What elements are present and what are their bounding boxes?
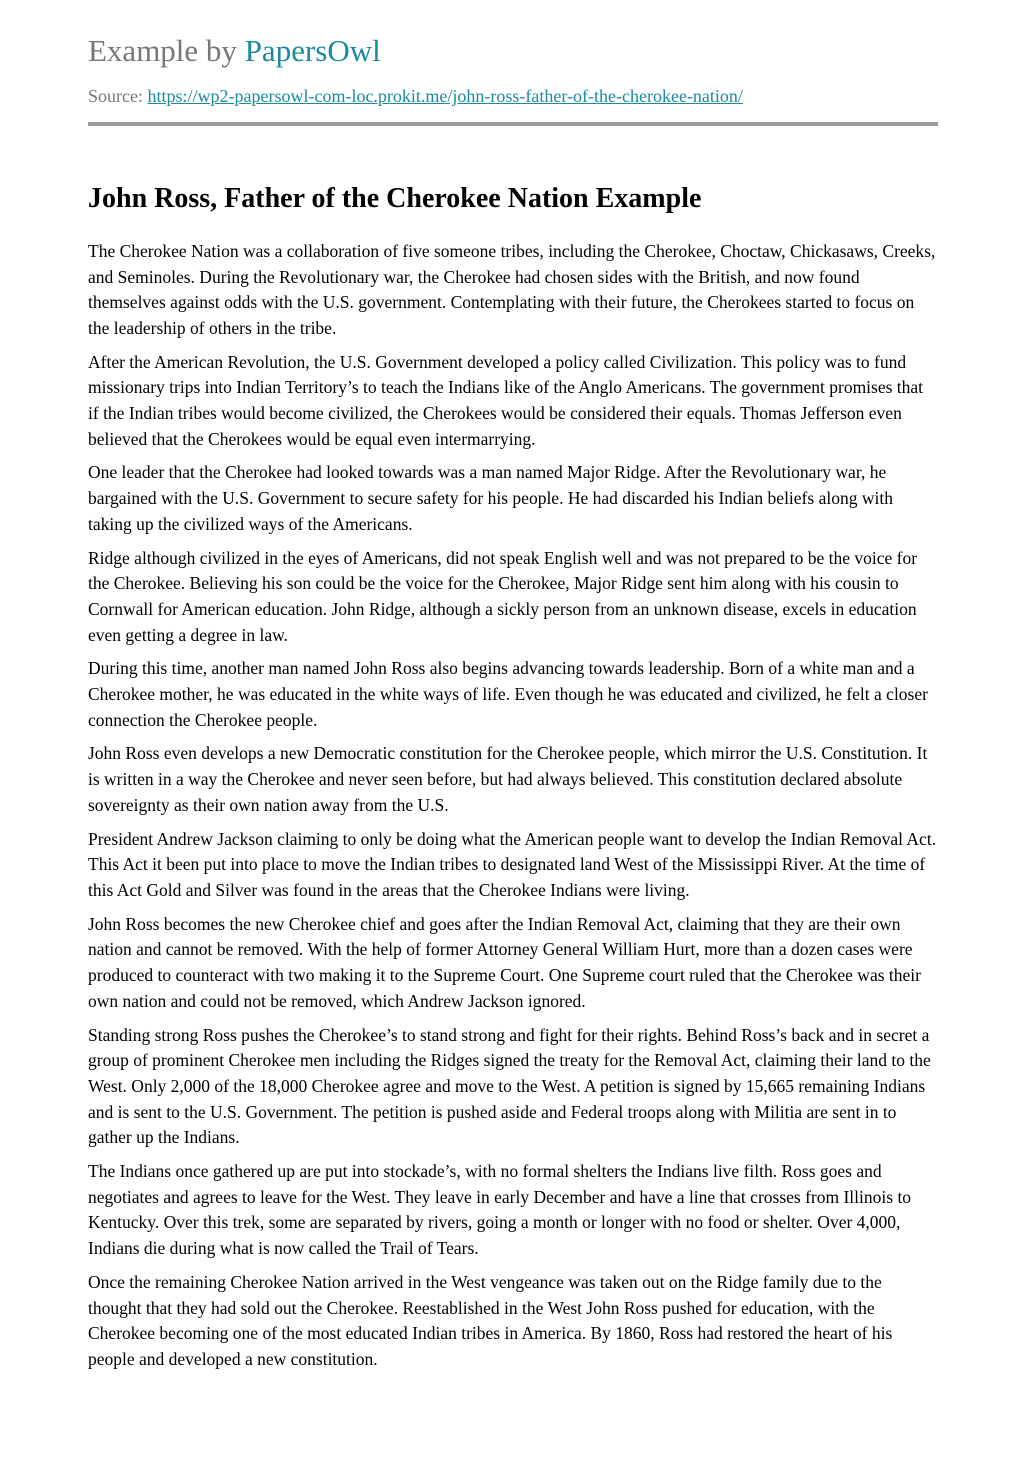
paragraph-11: Once the remaining Cherokee Nation arrived in the West vengeance was taken out on the Ridge family due to the thought that they had sold out the Cherokee. Reestablished in the West John Ross pushed for education, with the Cherokee becoming one of the most educated Indian tribes in America. By 1860, Ross had restored the heart of his people and developed a new constitution. [88, 1271, 893, 1369]
paragraph-4: Ridge although civilized in the eyes of Americans, did not speak English well and was not prepared to be the voice for the Cherokee. Believing his son could be the voice for the Cherokee, Major Ridge sent him along with his cousin to Cornwall for American education. John Ridge, although a sickly person from an unknown disease, excels in education even getting a degree in law. [88, 547, 918, 645]
paragraph-7: President Andrew Jackson claiming to only be doing what the American people want to develop the Indian Removal Act. This Act it been put into place to move the Indian tribes to designated land West of the Mississippi River. At the time of this Act Gold and Silver was found in the areas that the Cherokee Indians were living. [88, 828, 937, 900]
source-url-link[interactable]: https://wp2-papersowl-com-loc.prokit.me/john-ross-father-of-the-cherokee-nation/ [147, 85, 743, 106]
paragraph-9: Standing strong Ross pushes the Cherokee’s to stand strong and fight for their rights. Behind Ross’s back and in secret a group of prominent Cherokee men including the Ridges signed the treaty for the Removal Act, claiming their land to the West. Only 2,000 of the 18,000 Cherokee agree and move to the West. A petition is signed by 15,665 remaining Indians and is sent to the U.S. Government. The petition is pushed aside and Federal troops along with Militia are sent in to gather up the Indians. [88, 1024, 931, 1148]
article-title: John Ross, Father of the Cherokee Nation Example [88, 183, 702, 215]
paragraph-1: The Cherokee Nation was a collaboration of five someone tribes, including the Cherokee, Choctaw, Chickasaws, Creeks, and Seminoles. During the Revolutionary war, the Cherokee had chosen sides with the British, and now found themselves against odds with the U.S. government. Contemplating with their future, the Cherokees started to focus on the leadership of others in the tribe. [88, 240, 936, 338]
source-line [88, 86, 938, 108]
paragraph-8: John Ross becomes the new Cherokee chief and goes after the Indian Removal Act, claiming that they are their own nation and cannot be removed. With the help of former Attorney General William Hurt, more than a dozen cases were produced to counteract with two making it to the Supreme Court. One Supreme court ruled that the Cherokee was their own nation and could not be removed, which Andrew Jackson ignored. [88, 913, 921, 1011]
article [88, 182, 938, 1372]
paragraph-5: During this time, another man named John Ross also begins advancing towards leadership. Born of a white man and a Cherokee mother, he was educated in the white ways of life. Even though he was educated and civilized, he felt a closer connection the Cherokee people. [88, 658, 928, 730]
article-body [88, 239, 938, 1373]
paragraph-2: After the American Revolution, the U.S. Government developed a policy called Civilization. This policy was to fund missionary trips into Indian Territory’s to teach the Indians like of the Anglo Americans. The government promises that if the Indian tribes would become civilized, the Cherokees would be considered their equals. Thomas Jefferson even believed that the Cherokees would be equal even intermarrying. [88, 351, 924, 449]
paragraph-10: The Indians once gathered up are put into stockade’s, with no formal shelters the Indians live filth. Ross goes and negotiates and agrees to leave for the West. They leave in early December and have a line that crosses from Illinois to Kentucky. Over this trek, some are separated by rivers, going a month or longer with no food or shelter. Over 4,000, Indians die during what is now called the Trail of Tears. [88, 1161, 912, 1259]
page-header [88, 33, 938, 126]
brand-link[interactable]: PapersOwl [244, 33, 381, 68]
header-divider [88, 122, 938, 126]
header-title [88, 33, 938, 69]
header-prefix: Example by [88, 33, 245, 68]
paragraph-6: John Ross even develops a new Democratic constitution for the Cherokee people, which mirror the U.S. Constitution. It is written in a way the Cherokee and never seen before, but had always believed. This constitution declared absolute sovereignty as their own nation away from the U.S. [88, 743, 928, 815]
source-label: Source: [88, 85, 148, 106]
paragraph-3: One leader that the Cherokee had looked towards was a man named Major Ridge. After the Revolutionary war, he bargained with the U.S. Government to secure safety for his people. He had discarded his Indian beliefs along with taking up the civilized ways of the Americans. [88, 462, 893, 534]
